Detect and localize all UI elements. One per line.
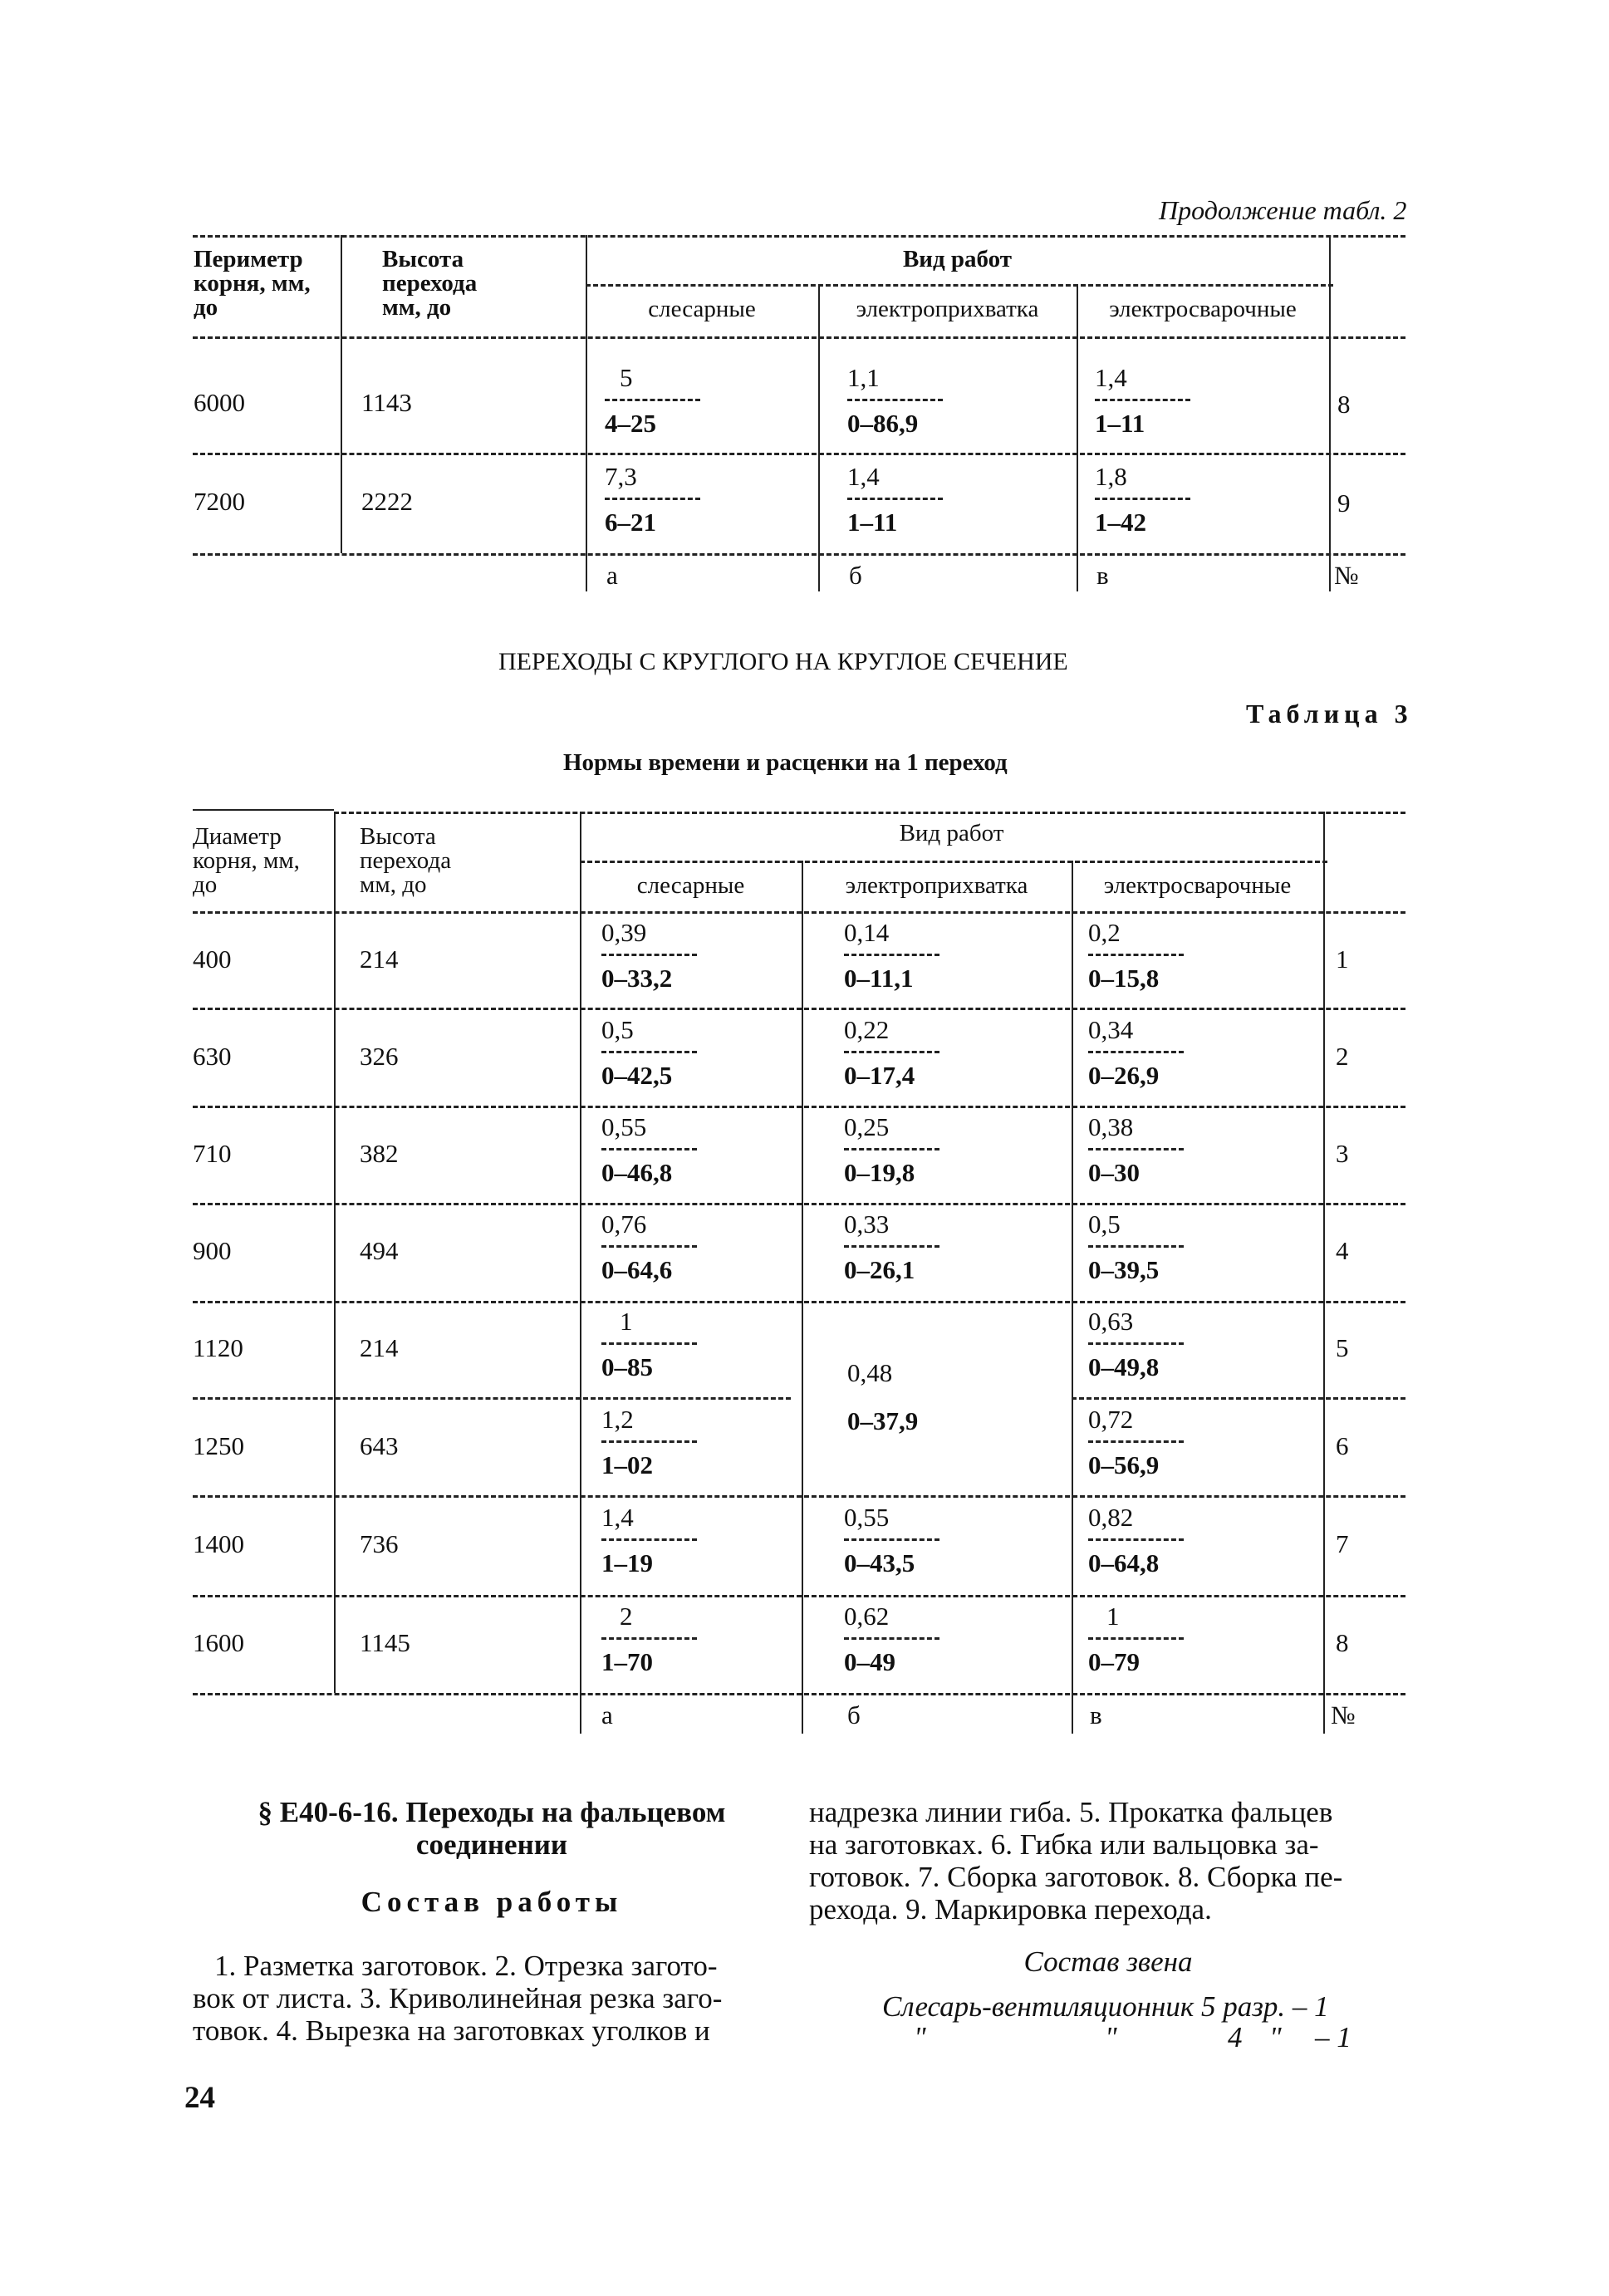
table-cell: 214 xyxy=(360,944,399,974)
table3-r8-b: 0,62 0–49 xyxy=(844,1602,952,1676)
table2-footer-a: а xyxy=(606,561,618,590)
table2-footer-b: б xyxy=(849,561,862,590)
table-cell: 7 xyxy=(1336,1529,1349,1558)
table2-header-perimeter: Периметр корня, мм, до xyxy=(194,246,311,321)
table-cell: 9 xyxy=(1337,488,1351,518)
table-cell: 8 xyxy=(1336,1628,1349,1657)
crew-line-2-grade: 4 xyxy=(1228,2021,1243,2053)
table3-header-height: Высота перехода мм, до xyxy=(360,823,452,898)
table3-footer-a: а xyxy=(601,1700,613,1729)
table-cell: 2222 xyxy=(361,487,413,516)
table3-r4-a: 0,76 0–64,6 xyxy=(601,1210,709,1284)
table-cell: 1 xyxy=(1336,944,1349,974)
table2-header-col-b: электроприхватка xyxy=(856,296,1039,322)
table-cell: 8 xyxy=(1337,390,1351,419)
table3-r7-c: 0,82 0–64,8 xyxy=(1088,1504,1196,1577)
table-cell: 326 xyxy=(360,1042,399,1071)
table3-caption: Нормы времени и расценки на 1 переход xyxy=(563,749,1008,776)
table3-header-col-a: слесарные xyxy=(636,872,745,899)
table-cell: 494 xyxy=(360,1236,399,1265)
table3-header-col-b: электроприхватка xyxy=(845,872,1028,899)
table-cell: 900 xyxy=(193,1236,232,1265)
table3-r3-a: 0,55 0–46,8 xyxy=(601,1113,709,1187)
table3-r2-c: 0,34 0–26,9 xyxy=(1088,1016,1196,1090)
table3-r1-a: 0,39 0–33,2 xyxy=(601,919,709,993)
table3-merged-b-top: 0,48 xyxy=(847,1358,893,1387)
table3-r3-c: 0,38 0–30 xyxy=(1088,1113,1196,1187)
section16-right-line: на заготовках. 6. Гибка или вальцовка за- xyxy=(809,1828,1319,1861)
table2-r2-b: 1,4 1–11 xyxy=(847,463,955,537)
table3-r3-b: 0,25 0–19,8 xyxy=(844,1113,952,1187)
continuation-label: Продолжение табл. 2 xyxy=(1159,195,1407,225)
table3-r7-b: 0,55 0–43,5 xyxy=(844,1504,952,1577)
table2-header-height: Высота перехода мм, до xyxy=(382,246,478,321)
section16-left-line: товок. 4. Вырезка на заготовках уголков и xyxy=(193,2014,710,2047)
table3-r1-b: 0,14 0–11,1 xyxy=(844,919,952,993)
table-cell: 1145 xyxy=(360,1628,410,1657)
table3-r2-a: 0,5 0–42,5 xyxy=(601,1016,709,1090)
table2-r2-a: 7,3 6–21 xyxy=(605,463,713,537)
table2-header-col-a: слесарные xyxy=(648,296,756,322)
table2-footer-c: в xyxy=(1096,561,1109,590)
section16-right-line: готовок. 7. Сборка заготовок. 8. Сборка пе- xyxy=(809,1861,1343,1893)
table3-header-col-c: электросварочные xyxy=(1103,872,1292,899)
section16-left-line: вок от листа. 3. Криволинейная резка заго- xyxy=(193,1982,723,2014)
table2-r1-c: 1,4 1–11 xyxy=(1095,364,1203,438)
section16-heading-2: соединении xyxy=(415,1828,568,1861)
table-cell: 1600 xyxy=(193,1628,244,1657)
table-cell: 400 xyxy=(193,944,232,974)
table3-r5-c: 0,63 0–49,8 xyxy=(1088,1307,1196,1381)
table3-r4-b: 0,33 0–26,1 xyxy=(844,1210,952,1284)
table3-header-diameter: Диаметр корня, мм, до xyxy=(193,823,300,898)
table3-header-work-type: Вид работ xyxy=(899,820,1004,846)
table2-r1-b: 1,1 0–86,9 xyxy=(847,364,955,438)
section16-right-line: надрезка линии гиба. 5. Прокатка фальцев xyxy=(809,1796,1333,1828)
table-cell: 4 xyxy=(1336,1236,1349,1265)
table-cell: 1120 xyxy=(193,1333,243,1362)
section16-heading-1: § Е40-6-16. Переходы на фальцевом xyxy=(258,1796,726,1828)
table-cell: 1400 xyxy=(193,1529,244,1558)
table-cell: 382 xyxy=(360,1139,399,1168)
table3-r4-c: 0,5 0–39,5 xyxy=(1088,1210,1196,1284)
table-cell: 6 xyxy=(1336,1431,1349,1460)
table3-r1-c: 0,2 0–15,8 xyxy=(1088,919,1196,993)
table3-merged-b-bot: 0–37,9 xyxy=(847,1406,919,1435)
table-cell: 1143 xyxy=(361,388,412,417)
table3-r6-c: 0,72 0–56,9 xyxy=(1088,1406,1196,1479)
crew-line-1: Слесарь-вентиляционник 5 разр. – 1 xyxy=(882,1990,1329,2023)
table3-footer-c: в xyxy=(1090,1700,1102,1729)
table2-footer-num: № xyxy=(1334,561,1359,590)
crew-line-2-count: – 1 xyxy=(1315,2021,1351,2053)
table3-r8-c: 1 0–79 xyxy=(1088,1602,1196,1676)
table3-footer-b: б xyxy=(847,1700,861,1729)
table-cell: 630 xyxy=(193,1042,232,1071)
table3-r7-a: 1,4 1–19 xyxy=(601,1504,709,1577)
page-number: 24 xyxy=(184,2081,215,2115)
table2-r1-a: 5 4–25 xyxy=(605,364,713,438)
table2-r2-c: 1,8 1–42 xyxy=(1095,463,1203,537)
table-cell: 1250 xyxy=(193,1431,244,1460)
table-cell: 710 xyxy=(193,1139,232,1168)
table3-r5-a: 1 0–85 xyxy=(601,1307,709,1381)
table3-r8-a: 2 1–70 xyxy=(601,1602,709,1676)
table2-header-work-type: Вид работ xyxy=(902,246,1013,272)
section16-subheading: Состав работы xyxy=(361,1886,623,1918)
crew-line-2-ditto-1: " xyxy=(914,2021,926,2053)
table3-label: Таблица 3 xyxy=(1246,699,1413,729)
table-cell: 2 xyxy=(1336,1042,1349,1071)
crew-line-2-ditto-3: " xyxy=(1269,2021,1282,2053)
section16-right-line: рехода. 9. Маркировка перехода. xyxy=(809,1893,1212,1926)
crew-title: Состав звена xyxy=(1023,1945,1193,1978)
table-cell: 643 xyxy=(360,1431,399,1460)
table-cell: 6000 xyxy=(194,388,245,417)
table3-r6-a: 1,2 1–02 xyxy=(601,1406,709,1479)
table-cell: 7200 xyxy=(194,487,245,516)
crew-line-2-ditto-2: " xyxy=(1105,2021,1117,2053)
section16-left-line: 1. Разметка заготовок. 2. Отрезка загото- xyxy=(214,1950,718,1982)
table2-header-col-c: электросварочные xyxy=(1109,296,1297,322)
table-cell: 214 xyxy=(360,1333,399,1362)
table3-footer-num: № xyxy=(1331,1700,1356,1729)
table-cell: 736 xyxy=(360,1529,399,1558)
table3-r2-b: 0,22 0–17,4 xyxy=(844,1016,952,1090)
table-cell: 5 xyxy=(1336,1333,1349,1362)
section-title: ПЕРЕХОДЫ С КРУГЛОГО НА КРУГЛОЕ СЕЧЕНИЕ xyxy=(498,648,1068,675)
table-cell: 3 xyxy=(1336,1139,1349,1168)
